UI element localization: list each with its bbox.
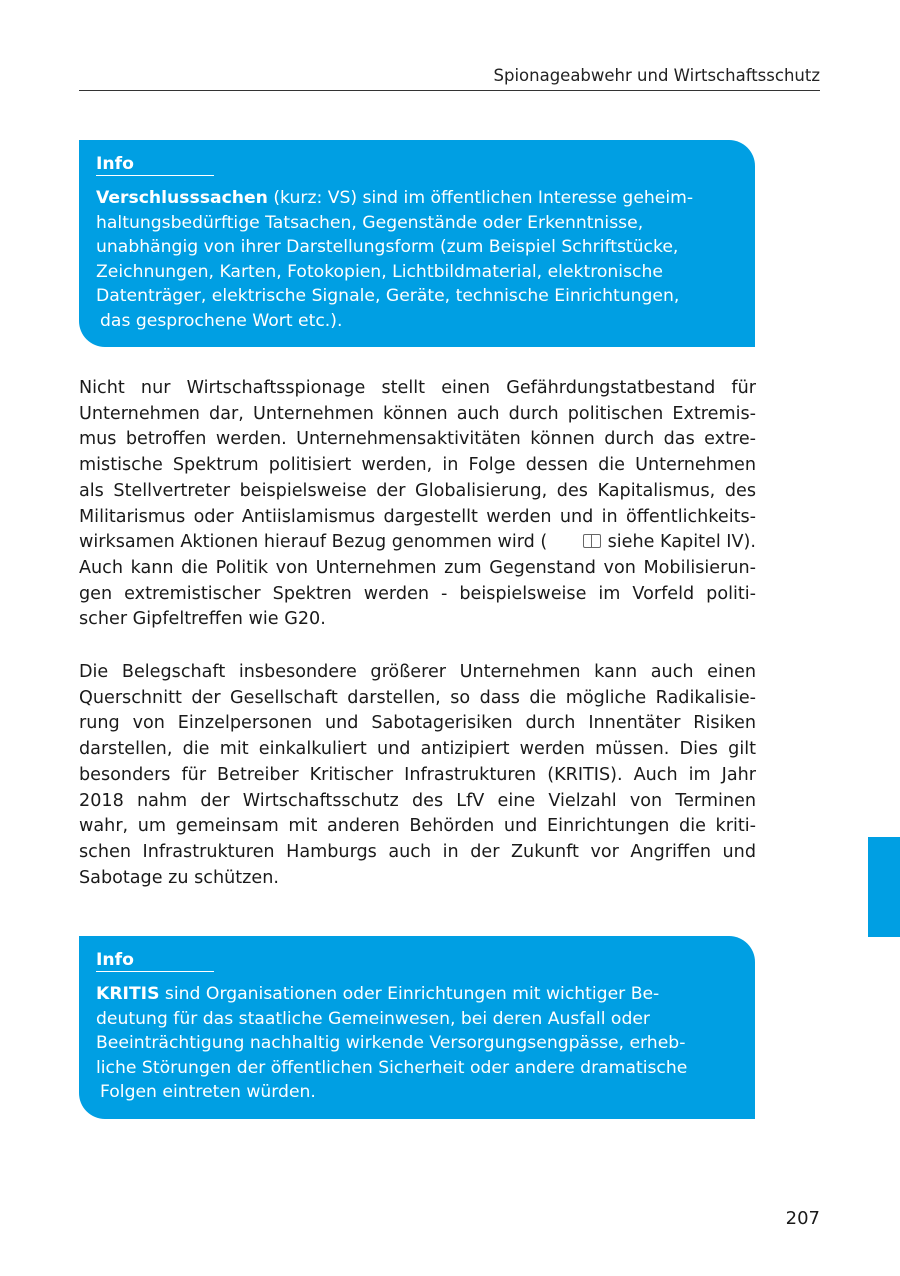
text-line: besonders für Betreiber Kritischer Infrastrukturen (KRITIS). Auch im Jahr <box>79 764 756 785</box>
info-box-kritis <box>79 936 755 1119</box>
text-line: schen Infrastrukturen Hamburgs auch in der Zukunft vor Angriffen und <box>79 841 756 862</box>
info-line: Zeichnungen, Karten, Fotokopien, Lichtbildmaterial, elektronische <box>96 261 663 282</box>
info-text: sind Organisationen oder Einrichtungen mit wichtiger Be- <box>159 984 660 1004</box>
info-line: Datenträger, elektrische Signale, Geräte, technische Einrichtungen, <box>96 286 680 307</box>
info-line: Folgen eintreten würden. <box>100 1082 316 1103</box>
book-icon <box>583 534 601 548</box>
info-term: Verschlusssachen <box>96 188 268 208</box>
text-line: darstellen, die mit einkalkuliert und antizipiert werden müssen. Dies gilt <box>79 739 756 760</box>
chapter-reference: siehe Kapitel IV). <box>602 532 756 553</box>
text-line: als Stellvertreter beispielsweise der Globalisierung, des Kapitalismus, des <box>79 480 756 501</box>
text-line: Sabotage zu schützen. <box>79 867 279 888</box>
info-line <box>96 982 735 1007</box>
info-line: das gesprochene Wort etc.). <box>100 310 343 331</box>
header-rule <box>79 90 820 91</box>
paragraph-2 <box>79 660 756 891</box>
info-text: (kurz: VS) sind im öffentlichen Interesse geheim- <box>267 188 694 208</box>
text-line: scher Gipfeltreffen wie G20. <box>79 609 326 630</box>
info-title: Info <box>96 949 214 972</box>
text-line: Unternehmen dar, Unternehmen können auch durch politischen Extremis- <box>79 403 756 424</box>
text-line: mus betroffen werden. Unternehmensaktivitäten können durch das extre- <box>79 429 756 450</box>
info-term: KRITIS <box>96 984 160 1004</box>
chapter-tab-marker <box>868 837 900 937</box>
text-line <box>79 530 756 556</box>
info-line: Beeinträchtigung nachhaltig wirkende Versorgungsengpässe, erheb- <box>96 1033 686 1054</box>
info-line: haltungsbedürftige Tatsachen, Gegenstände oder Erkenntnisse, <box>96 212 644 233</box>
text-line: rung von Einzelpersonen und Sabotagerisiken durch Innentäter Risiken <box>79 713 756 734</box>
info-box-verschlusssachen <box>79 140 755 347</box>
text-line: 2018 nahm der Wirtschaftsschutz des LfV eine Vielzahl von Terminen <box>79 790 756 811</box>
text-line: Nicht nur Wirtschaftsspionage stellt einen Gefährdungstatbestand für <box>79 378 756 398</box>
page-number: 207 <box>785 1208 820 1229</box>
paragraph-1 <box>79 376 756 633</box>
info-line: liche Störungen der öffentlichen Sicherheit oder andere dramatische <box>96 1057 688 1078</box>
info-line: deutung für das staatliche Gemeinwesen, bei deren Ausfall oder <box>96 1008 650 1029</box>
running-header: Spionageabwehr und Wirtschaftsschutz <box>493 66 820 85</box>
text-line: mistische Spektrum politisiert werden, in Folge dessen die Unternehmen <box>79 455 756 476</box>
info-line: unabhängig von ihrer Darstellungsform (zum Beispiel Schriftstücke, <box>96 237 679 258</box>
text-line: gen extremistischer Spektren werden - beispielsweise im Vorfeld politi- <box>79 583 756 604</box>
text-line: Die Belegschaft insbesondere größerer Unternehmen kann auch einen <box>79 662 756 682</box>
text-line: Querschnitt der Gesellschaft darstellen, so dass die mögliche Radikalisie- <box>79 687 756 708</box>
info-line <box>96 186 735 211</box>
info-title: Info <box>96 153 214 176</box>
text-segment: wirksamen Aktionen hierauf Bezug genommen wird ( <box>79 532 548 553</box>
text-line: wahr, um gemeinsam mit anderen Behörden und Einrichtungen die kriti- <box>79 816 756 837</box>
text-line: Militarismus oder Antiislamismus dargestellt werden und in öffentlichkeits- <box>79 506 756 527</box>
text-line: Auch kann die Politik von Unternehmen zum Gegenstand von Mobilisierun- <box>79 557 756 578</box>
